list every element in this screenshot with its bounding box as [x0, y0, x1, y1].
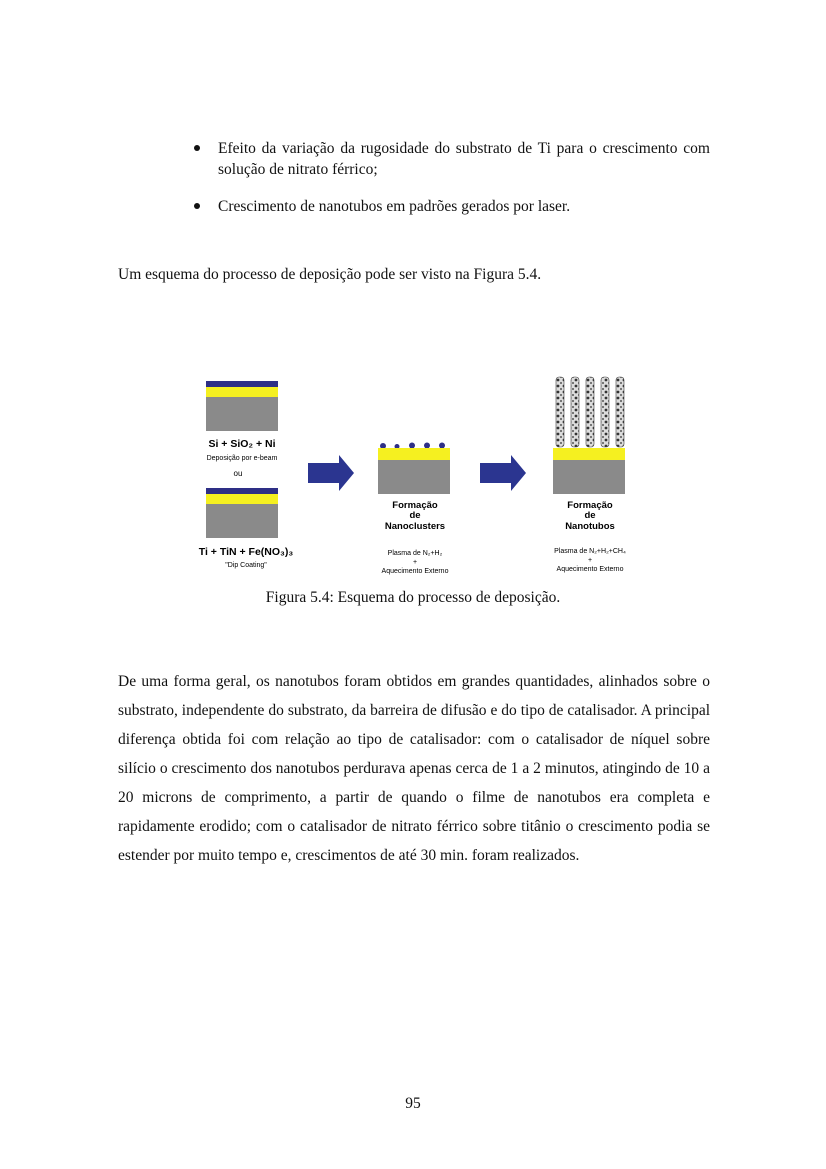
barrier-layer: [378, 448, 450, 460]
bullet-list: [192, 138, 710, 233]
stage1-bottom-formula: Ti + TiN + Fe(NO₃)₃: [198, 546, 294, 558]
list-item: [192, 196, 710, 217]
stage3-stack: [553, 377, 625, 494]
stage1-top-formula: Si + SiO₂ + Ni: [208, 438, 276, 450]
stage3-title-line1: Formação: [567, 500, 613, 511]
stage1-bottom-stack: [206, 488, 278, 538]
stage2-condition-line3: Aquecimento Externo: [381, 568, 449, 575]
substrate-layer: [553, 460, 625, 494]
stage1-or: ou: [233, 469, 243, 478]
nanotube: [556, 377, 564, 447]
nanocluster: [424, 443, 430, 449]
barrier-layer: [206, 494, 278, 504]
stage3-condition-line2: +: [587, 557, 593, 564]
stage1-bottom-method: "Dip Coating": [225, 562, 267, 569]
bullet-icon: [192, 138, 218, 180]
stage2-title-line3: Nanoclusters: [384, 521, 446, 532]
deposition-figure: [196, 372, 642, 584]
nanocluster: [409, 443, 415, 449]
stage3-condition-line1: Plasma de N₂+H₂+CH₄: [554, 548, 626, 555]
stage3-title-line3: Nanotubos: [565, 521, 615, 532]
barrier-layer: [553, 448, 625, 460]
catalyst-layer: [206, 381, 278, 387]
barrier-layer: [206, 387, 278, 397]
bullet-icon: [192, 196, 218, 217]
bullet-text: Crescimento de nanotubos em padrões gerados por laser.: [218, 198, 571, 215]
nanotube: [571, 377, 579, 447]
stage2-title-line2: de: [409, 510, 421, 521]
stage1-top-method: Deposição por e-beam: [206, 455, 278, 462]
list-item: [192, 138, 710, 180]
nanotube: [586, 377, 594, 447]
stage1-top-stack: [206, 381, 278, 431]
stage2-title-line1: Formação: [392, 500, 438, 511]
page-number: 95: [405, 1095, 421, 1112]
body-paragraph: De uma forma geral, os nanotubos foram obtidos em grandes quantidades, alinhados sobre o substrato, independente do substrato, da barreira de difusão e do tipo de catalisador. A principal diferença obtida foi com relação ao tipo de catalisador: com o catalisador de níquel sobre silício o crescimento dos nanotubos perdurava apenas cerca de 1 a 2 minutos, atingindo de 10 a 20 microns de comprimento, a partir de quando o filme de nanotubos era completa e rapidamente erodido; com o catalisador de nitrato férrico sobre titânio o crescimento podia se estender por muito tempo e, crescimentos de até 30 min. foram realizados.: [118, 673, 710, 864]
substrate-layer: [206, 397, 278, 431]
stage2-condition-line2: +: [412, 559, 418, 566]
stage2-stack: [378, 443, 450, 495]
stage2-condition-line1: Plasma de N₂+H₂: [387, 550, 443, 557]
process-arrow-icon: [308, 455, 354, 491]
intro-sentence: Um esquema do processo de deposição pode ser visto na Figura 5.4.: [118, 266, 542, 283]
nanocluster: [439, 443, 445, 449]
nanotube: [601, 377, 609, 447]
deposition-diagram: [196, 372, 642, 584]
bullet-text: Efeito da variação da rugosidade do substrato de Ti para o crescimento com solução de nitrato férrico;: [218, 140, 710, 178]
stage3-condition-line3: Aquecimento Externo: [556, 566, 624, 573]
substrate-layer: [378, 460, 450, 494]
stage3-title-line2: de: [584, 510, 596, 521]
catalyst-layer: [206, 488, 278, 494]
nanotube: [616, 377, 624, 447]
process-arrow-icon: [480, 455, 526, 491]
figure-caption: Figura 5.4: Esquema do processo de deposição.: [265, 589, 561, 606]
substrate-layer: [206, 504, 278, 538]
